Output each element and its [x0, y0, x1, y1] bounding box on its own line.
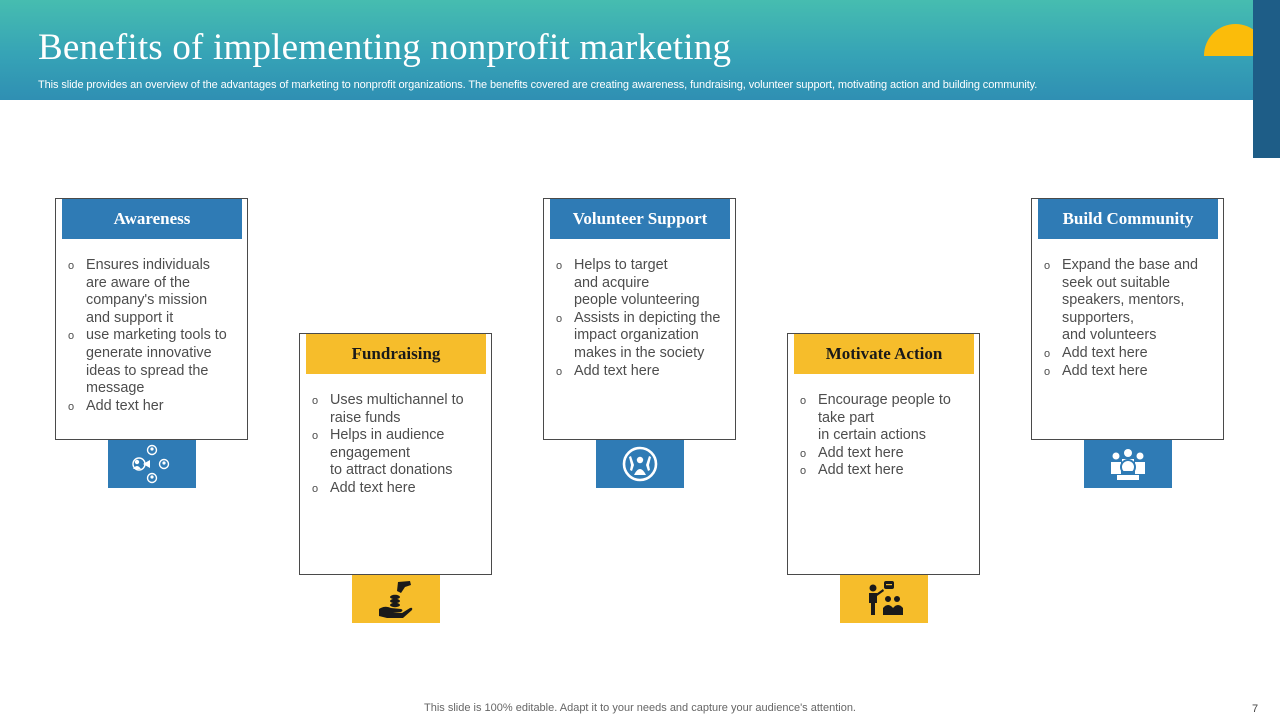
card-list — [312, 392, 484, 498]
page-number: 7 — [1252, 703, 1259, 715]
card-volunteer-support — [543, 198, 736, 440]
list-item: o Helps in audience engagement to attract donations — [312, 427, 484, 480]
card-title: Build Community — [1038, 199, 1218, 239]
volunteer-icon-box — [596, 440, 684, 488]
list-item: o Add text here — [1044, 345, 1216, 363]
card-list — [1044, 257, 1216, 380]
list-item: o Add text here — [800, 462, 972, 480]
people-network-icon — [130, 444, 174, 484]
list-item: o use marketing tools to generate innovative ideas to spread the message — [68, 327, 240, 397]
motivate-icon-box — [840, 575, 928, 623]
community-group-icon — [1108, 445, 1148, 483]
list-item: o Helps to target and acquire people volunteering — [556, 257, 728, 310]
list-item: o Add text here — [556, 363, 728, 381]
list-item: o Uses multichannel to raise funds — [312, 392, 484, 427]
card-title: Motivate Action — [794, 334, 974, 374]
card-motivate-action — [787, 333, 980, 575]
speaker-audience-icon — [864, 579, 904, 619]
list-item: o Add text here — [312, 480, 484, 498]
community-icon-box — [1084, 440, 1172, 488]
card-title: Volunteer Support — [550, 199, 730, 239]
hand-coins-icon — [376, 579, 416, 619]
card-list — [556, 257, 728, 380]
decorative-side-bar — [1253, 0, 1280, 158]
list-item: o Expand the base and seek out suitable speakers, mentors, supporters, and volunteers — [1044, 257, 1216, 345]
card-list — [800, 392, 972, 480]
header-banner — [0, 0, 1280, 100]
list-item: o Add text here — [1044, 363, 1216, 381]
card-title: Fundraising — [306, 334, 486, 374]
card-fundraising — [299, 333, 492, 575]
page-subtitle: This slide provides an overview of the advantages of marketing to nonprofit organizations. The benefits covered are creating awareness, fundraising, volunteer support, motivating action and building community. — [38, 79, 1038, 91]
card-awareness — [55, 198, 248, 440]
volunteer-raised-hands-icon — [621, 445, 659, 483]
page-title: Benefits of implementing nonprofit marketing — [38, 27, 732, 68]
fundraising-icon-box — [352, 575, 440, 623]
awareness-icon-box — [108, 440, 196, 488]
card-title: Awareness — [62, 199, 242, 239]
list-item: o Add text here — [800, 445, 972, 463]
list-item: o Encourage people to take part in certain actions — [800, 392, 972, 445]
card-build-community — [1031, 198, 1224, 440]
list-item: o Add text her — [68, 398, 240, 416]
footer-note: This slide is 100% editable. Adapt it to your needs and capture your audience's attention. — [424, 702, 856, 714]
list-item: o Assists in depicting the impact organization makes in the society — [556, 310, 728, 363]
card-list — [68, 257, 240, 415]
list-item: o Ensures individuals are aware of the company's mission and support it — [68, 257, 240, 327]
